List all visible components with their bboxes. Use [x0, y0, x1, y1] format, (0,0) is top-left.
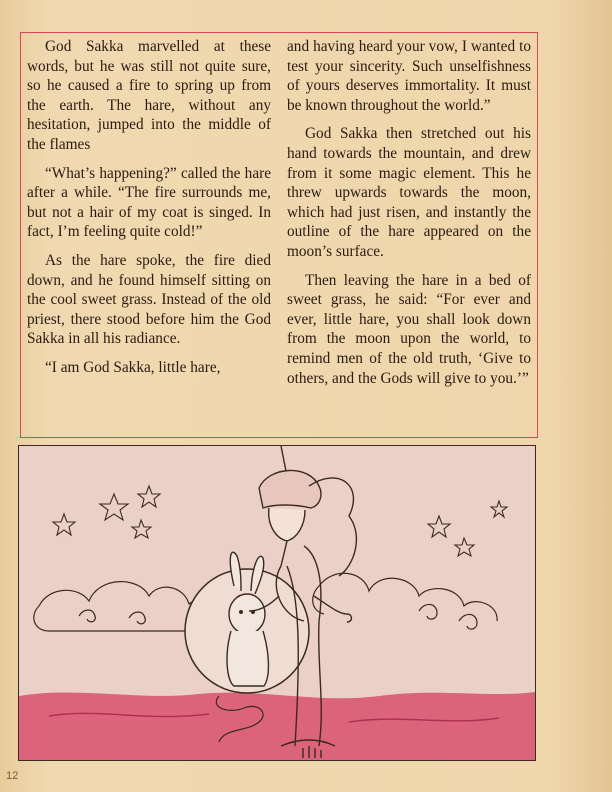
right-column — [287, 37, 531, 437]
paragraph: God Sakka marvelled at these words, but he was still not quite sure, so he caused a fire to spring up from the earth. The hare, without any hesitation, jumped into the middle of the flames — [27, 38, 271, 153]
illustration-artwork — [19, 446, 535, 760]
paragraph: Then leaving the hare in a bed of sweet grass, he said: “For ever and ever, little hare, you shall look down from the moon upon the world, to remind men of the old truth, ‘Give to others, and the Gods will give to you.’” — [287, 271, 531, 387]
story-text-box — [20, 32, 538, 438]
page-number: 12 — [6, 770, 19, 782]
paragraph: “I am God Sakka, little hare, — [45, 358, 221, 376]
left-column — [27, 37, 271, 437]
paragraph: As the hare spoke, the fire died down, and he found himself sitting on the cool sweet grass. Instead of the old priest, there stood before him the God Sakka in all his radiance. — [27, 251, 271, 348]
story-illustration — [18, 445, 536, 761]
paragraph: God Sakka then stretched out his hand towards the mountain, and drew from it some magic element. This he threw upwards towards the moon, which had just risen, and instantly the outline of the hare appeared on the moon’s surface. — [287, 125, 531, 260]
ground-band — [19, 692, 535, 760]
paragraph: “What’s happening?” called the hare after a while. “The fire surrounds me, but not a hair of my coat is singed. In fact, I’m feeling quite cold!” — [27, 164, 271, 241]
paragraph: and having heard your vow, I wanted to test your sincerity. Such unselfishness of yours deserves immortality. It must be known throughout the world.” — [287, 38, 531, 114]
